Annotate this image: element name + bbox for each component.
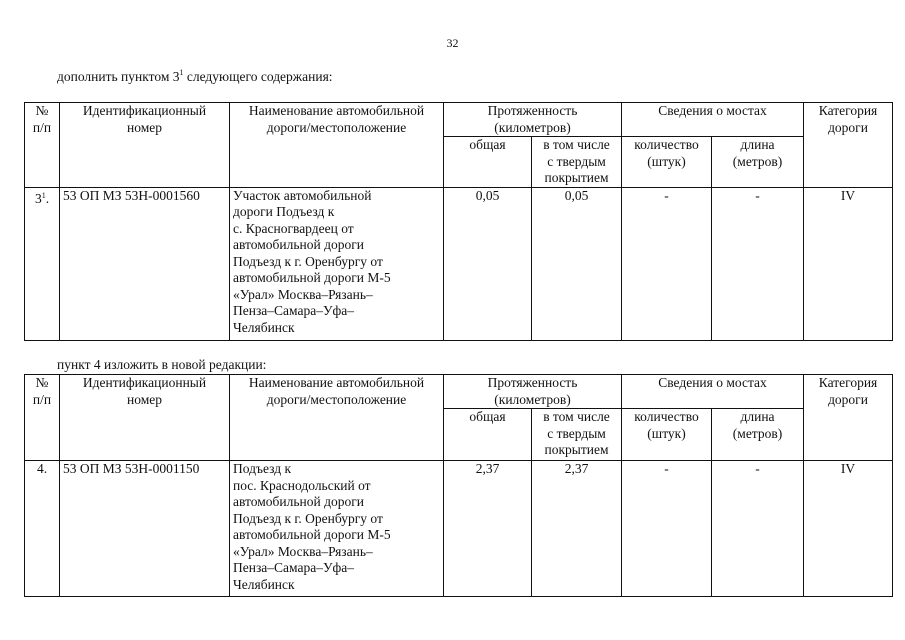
row1-id: 53 ОП МЗ 53Н-0001560 — [60, 187, 230, 340]
row1-category: IV — [804, 187, 893, 340]
row2-length-total: 2,37 — [444, 461, 532, 597]
header-bridges-length: длина (метров) — [712, 137, 804, 188]
row1-bridges-length: - — [712, 187, 804, 340]
table-row — [25, 187, 893, 340]
row1-num-suffix: . — [45, 190, 50, 206]
header-length-paved: в том числе с твердым покрытием — [532, 137, 622, 188]
header-bridges-length: длина (метров) — [712, 409, 804, 461]
header-length-total: общая — [444, 409, 532, 461]
row2-bridges-count: - — [622, 461, 712, 597]
section2-intro: пункт 4 изложить в новой редакции: — [57, 357, 267, 372]
header-length-total: общая — [444, 137, 532, 188]
header-bridges-count: количество (штук) — [622, 409, 712, 461]
header-name: Наименование автомобильной дороги/местоположение — [230, 375, 444, 461]
row1-name: Участок автомобильной дороги Подъезд к с. Красногвардеец от автомобильной дороги Подъезд к г. Оренбургу от автомобильной дороги М-5 «Урал» Москва–Рязань– Пенза–Самара–Уфа– Челябинск — [230, 187, 444, 340]
header-length-paved: в том числе с твердым покрытием — [532, 409, 622, 461]
row2-num: 4. — [25, 461, 60, 597]
header-bridges: Сведения о мостах — [622, 375, 804, 409]
header-category: Категория дороги — [804, 103, 893, 188]
row2-length-paved: 2,37 — [532, 461, 622, 597]
header-id: Идентификационный номер — [60, 103, 230, 188]
section1-intro-after: следующего содержания: — [183, 69, 333, 84]
header-bridges-count: количество (штук) — [622, 137, 712, 188]
row1-num — [25, 187, 60, 340]
row2-name: Подъезд к пос. Краснодольский от автомобильной дороги Подъезд к г. Оренбургу от автомобильной дороги М-5 «Урал» Москва–Рязань– Пенза–Самара–Уфа– Челябинск — [230, 461, 444, 597]
header-bridges: Сведения о мостах — [622, 103, 804, 137]
header-row — [25, 375, 893, 409]
roads-table-2 — [24, 374, 893, 597]
header-row — [25, 103, 893, 137]
row2-category: IV — [804, 461, 893, 597]
header-num: № п/п — [25, 375, 60, 461]
section1-intro-before: дополнить пунктом 3 — [57, 69, 180, 84]
section1-intro — [57, 68, 333, 85]
roads-table-1 — [24, 102, 893, 341]
header-id: Идентификационный номер — [60, 375, 230, 461]
row2-id: 53 ОП МЗ 53Н-0001150 — [60, 461, 230, 597]
header-category: Категория дороги — [804, 375, 893, 461]
row1-num-superscript: 1 — [41, 190, 46, 200]
page-number: 32 — [446, 36, 459, 50]
row1-length-total: 0,05 — [444, 187, 532, 340]
header-length: Протяженность (километров) — [444, 103, 622, 137]
section1-intro-superscript: 1 — [179, 68, 184, 77]
row1-length-paved: 0,05 — [532, 187, 622, 340]
row1-bridges-count: - — [622, 187, 712, 340]
header-num: № п/п — [25, 103, 60, 188]
header-length: Протяженность (километров) — [444, 375, 622, 409]
header-name: Наименование автомобильной дороги/местоположение — [230, 103, 444, 188]
table-row — [25, 461, 893, 597]
row1-num-base: 3 — [34, 190, 42, 206]
row2-bridges-length: - — [712, 461, 804, 597]
